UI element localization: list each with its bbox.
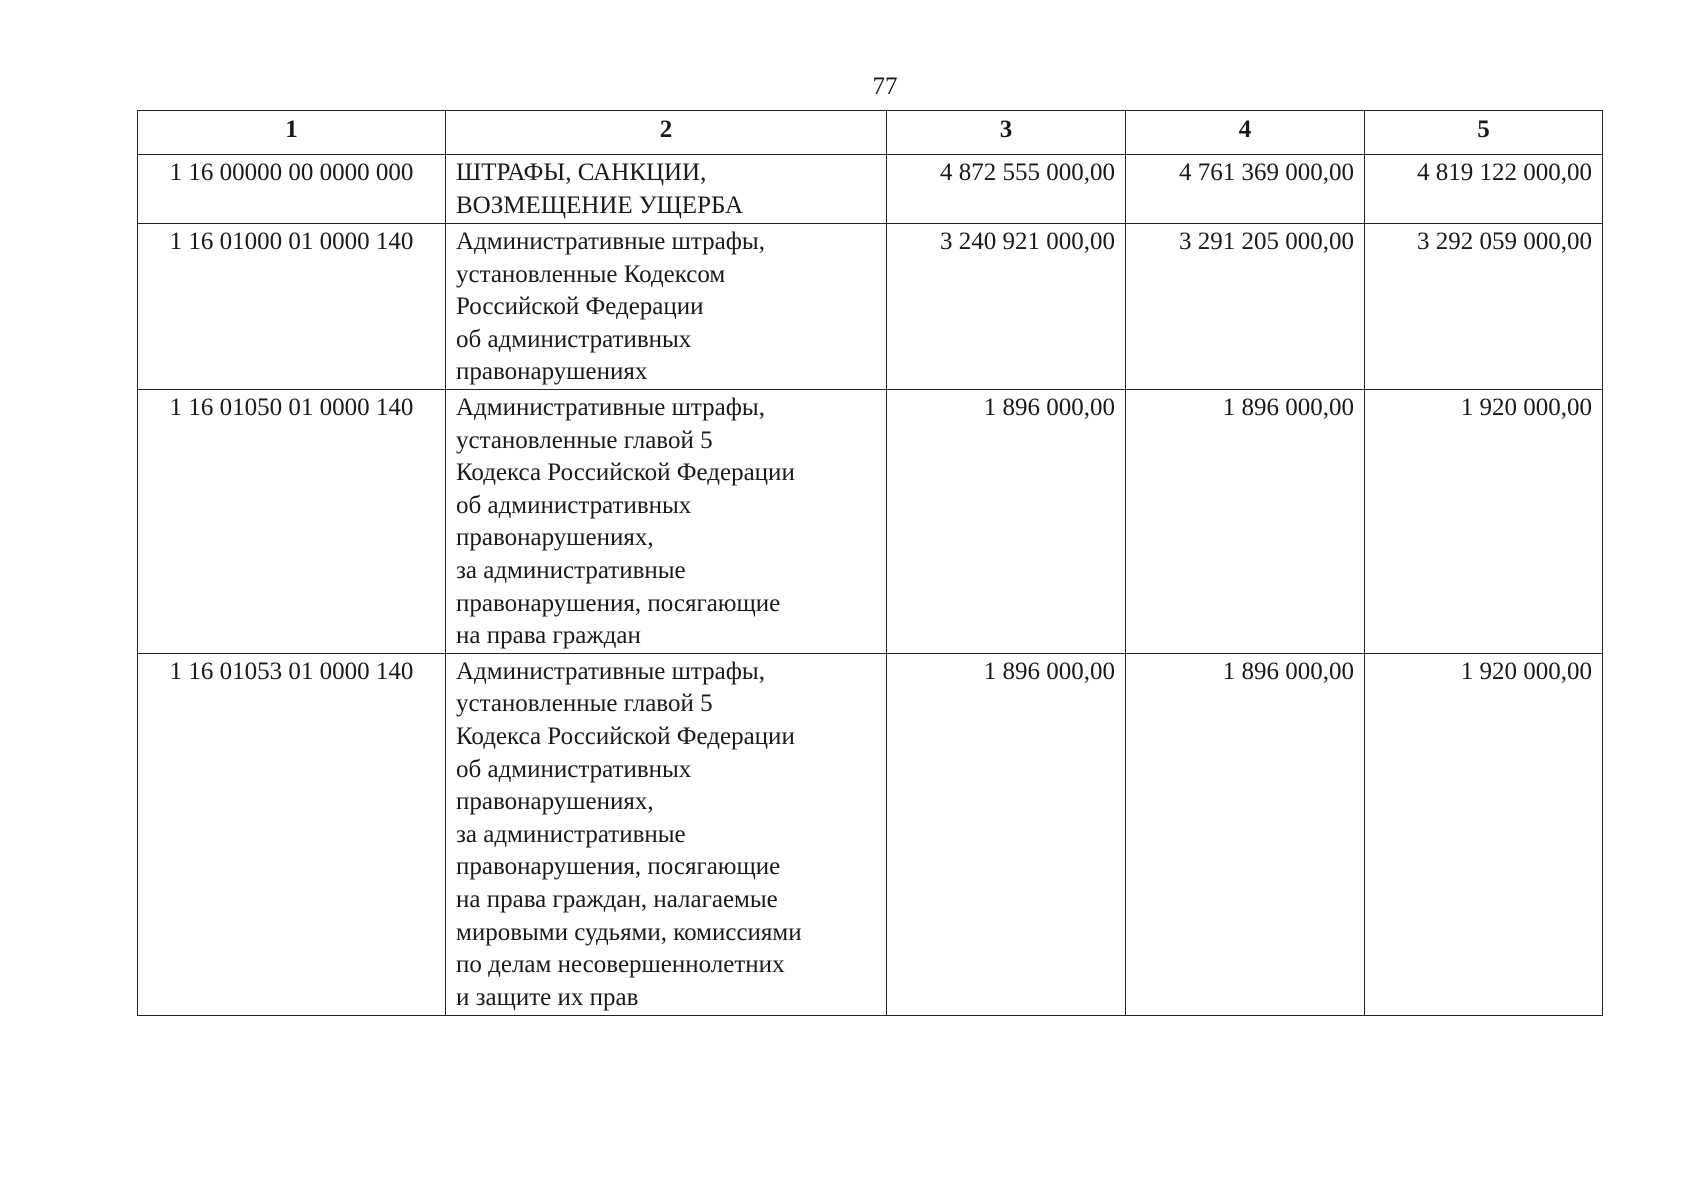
column-header-4: 4: [1126, 111, 1365, 155]
row-value-col5: 1 920 000,00: [1365, 390, 1603, 654]
column-header-5: 5: [1365, 111, 1603, 155]
row-name: ШТРАФЫ, САНКЦИИ, ВОЗМЕЩЕНИЕ УЩЕРБА: [446, 155, 887, 224]
row-code: 1 16 01000 01 0000 140: [138, 224, 446, 390]
row-code: 1 16 01050 01 0000 140: [138, 390, 446, 654]
table-row: [138, 224, 1603, 390]
row-code: 1 16 01053 01 0000 140: [138, 653, 446, 1015]
row-value-col4: 1 896 000,00: [1126, 390, 1365, 654]
row-value-col3: 3 240 921 000,00: [887, 224, 1126, 390]
row-value-col3: 1 896 000,00: [887, 653, 1126, 1015]
row-value-col4: 3 291 205 000,00: [1126, 224, 1365, 390]
row-value-col3: 4 872 555 000,00: [887, 155, 1126, 224]
row-value-col4: 1 896 000,00: [1126, 653, 1365, 1015]
row-value-col5: 1 920 000,00: [1365, 653, 1603, 1015]
row-value-col3: 1 896 000,00: [887, 390, 1126, 654]
table-row: [138, 390, 1603, 654]
row-name: Административные штрафы, установленные главой 5 Кодекса Российской Федерации об административных правонарушениях, за административные правонарушения, посягающие на права граждан, налагаемые мировыми судьями, комиссиями по делам несовершеннолетних и защите их прав: [446, 653, 887, 1015]
table-header-row: [138, 111, 1603, 155]
row-code: 1 16 00000 00 0000 000: [138, 155, 446, 224]
row-name: Административные штрафы, установленные Кодексом Российской Федерации об административных правонарушениях: [446, 224, 887, 390]
page-number: 77: [872, 73, 898, 100]
row-value-col4: 4 761 369 000,00: [1126, 155, 1365, 224]
row-value-col5: 3 292 059 000,00: [1365, 224, 1603, 390]
column-header-1: 1: [138, 111, 446, 155]
table-row: [138, 155, 1603, 224]
row-value-col5: 4 819 122 000,00: [1365, 155, 1603, 224]
budget-table: [137, 110, 1603, 1016]
column-header-3: 3: [887, 111, 1126, 155]
row-name: Административные штрафы, установленные главой 5 Кодекса Российской Федерации об административных правонарушениях, за административные правонарушения, посягающие на права граждан: [446, 390, 887, 654]
column-header-2: 2: [446, 111, 887, 155]
table-row: [138, 653, 1603, 1015]
